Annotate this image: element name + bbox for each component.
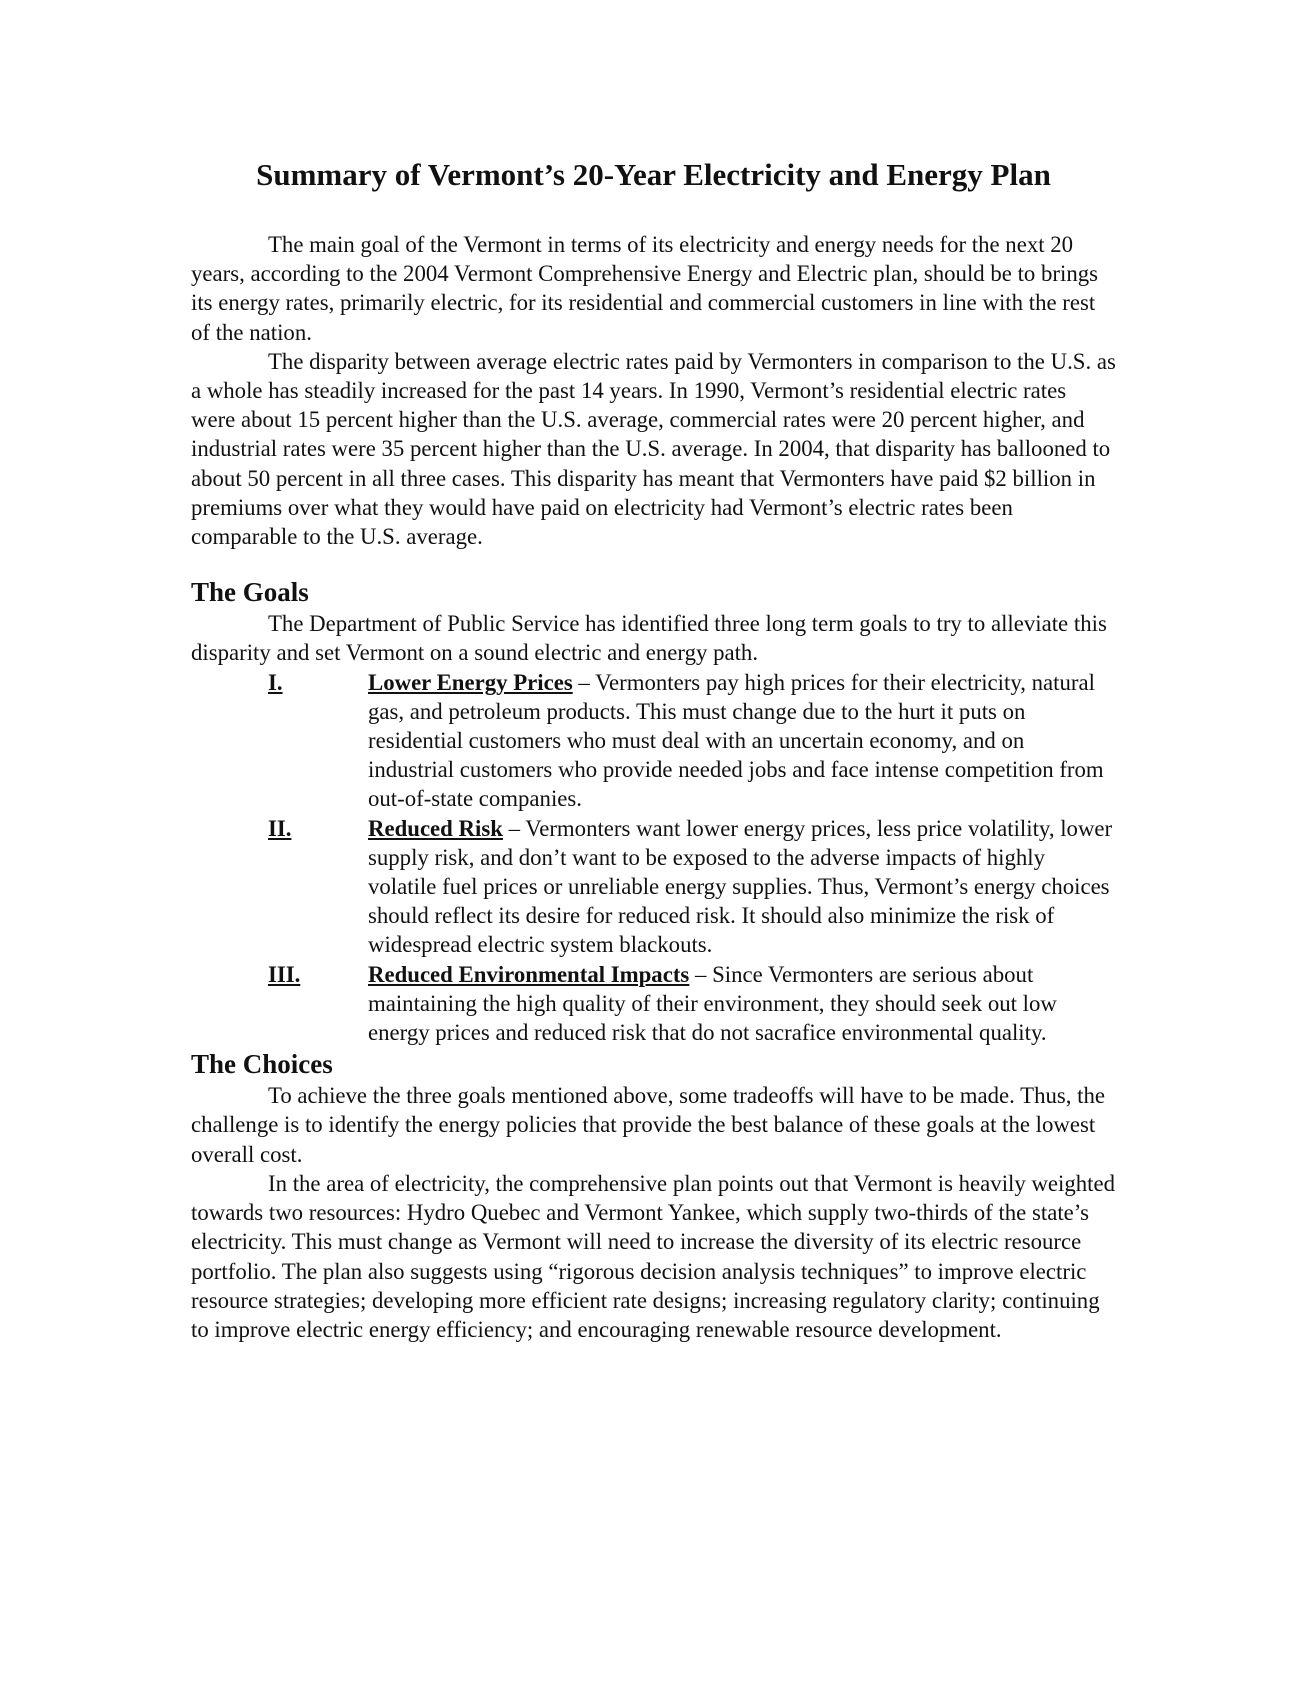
goal-number: III. [268, 961, 301, 987]
goal-term: Lower Energy Prices [368, 669, 573, 695]
choices-heading: The Choices [191, 1049, 333, 1080]
choices-section [191, 1047, 1116, 1344]
goal-number: I. [268, 669, 283, 695]
document-body [191, 156, 1116, 1344]
goal-description: – Since Vermonters are serious about maintaining the high quality of their environment, they should seek out low energy prices and reduced risk that do not sacrafice environmental quality. [368, 961, 1057, 1046]
goals-intro: The Department of Public Service has identified three long term goals to try to alleviate this disparity and set Vermont on a sound electric and energy path. [191, 611, 1107, 666]
goals-section [191, 575, 1116, 1047]
goal-description: – Vermonters want lower energy prices, less price volatility, lower supply risk, and don’t want to be exposed to the adverse impacts of highly volatile fuel prices or unreliable energy supplies. Thus, Vermont’s energy choices should reflect its desire for reduced risk. It should also minimize the risk of widespread electric system blackouts. [368, 815, 1113, 958]
goal-item [191, 960, 1116, 1048]
goals-list [191, 668, 1116, 1048]
goal-term: Reduced Risk [368, 815, 503, 841]
goal-item [191, 668, 1116, 814]
intro-section [191, 230, 1116, 551]
goal-description: – Vermonters pay high prices for their electricity, natural gas, and petroleum products. This must change due to the hurt it puts on residential customers who must deal with an uncertain economy, and on industrial customers who provide needed jobs and face intense competition from out-of-state companies. [368, 669, 1104, 812]
choices-paragraph: In the area of electricity, the comprehensive plan points out that Vermont is heavily weighted towards two resources: Hydro Quebec and Vermont Yankee, which supply two-thirds of the state’s electricity. This must change as Vermont will need to increase the diversity of its electric resource portfolio. The plan also suggests using “rigorous decision analysis techniques” to improve electric resource strategies; developing more efficient rate designs; increasing regulatory clarity; continuing to improve electric energy efficiency; and encouraging renewable resource development. [191, 1170, 1116, 1342]
intro-paragraph: The disparity between average electric rates paid by Vermonters in comparison to the U.S. as a whole has steadily increased for the past 14 years. In 1990, Vermont’s residential electric rates were about 15 percent higher than the U.S. average, commercial rates were 20 percent higher, and industrial rates were 35 percent higher than the U.S. average. In 2004, that disparity has ballooned to about 50 percent in all three cases. This disparity has meant that Vermonters have paid $2 billion in premiums over what they would have paid on electricity had Vermont’s electric rates been comparable to the U.S. average. [191, 348, 1116, 550]
goal-term: Reduced Environmental Impacts [368, 961, 690, 987]
choices-paragraph: To achieve the three goals mentioned above, some tradeoffs will have to be made. Thus, the challenge is to identify the energy policies that provide the best balance of these goals at the lowest overall cost. [191, 1083, 1105, 1167]
goal-number: II. [268, 815, 292, 841]
goals-heading: The Goals [191, 577, 309, 608]
intro-paragraph: The main goal of the Vermont in terms of its electricity and energy needs for the next 20 years, according to the 2004 Vermont Comprehensive Energy and Electric plan, should be to brings its energy rates, primarily electric, for its residential and commercial customers in line with the rest of the nation. [191, 232, 1099, 345]
goal-item [191, 814, 1116, 960]
document-title: Summary of Vermont’s 20-Year Electricity and Energy Plan [256, 157, 1051, 192]
